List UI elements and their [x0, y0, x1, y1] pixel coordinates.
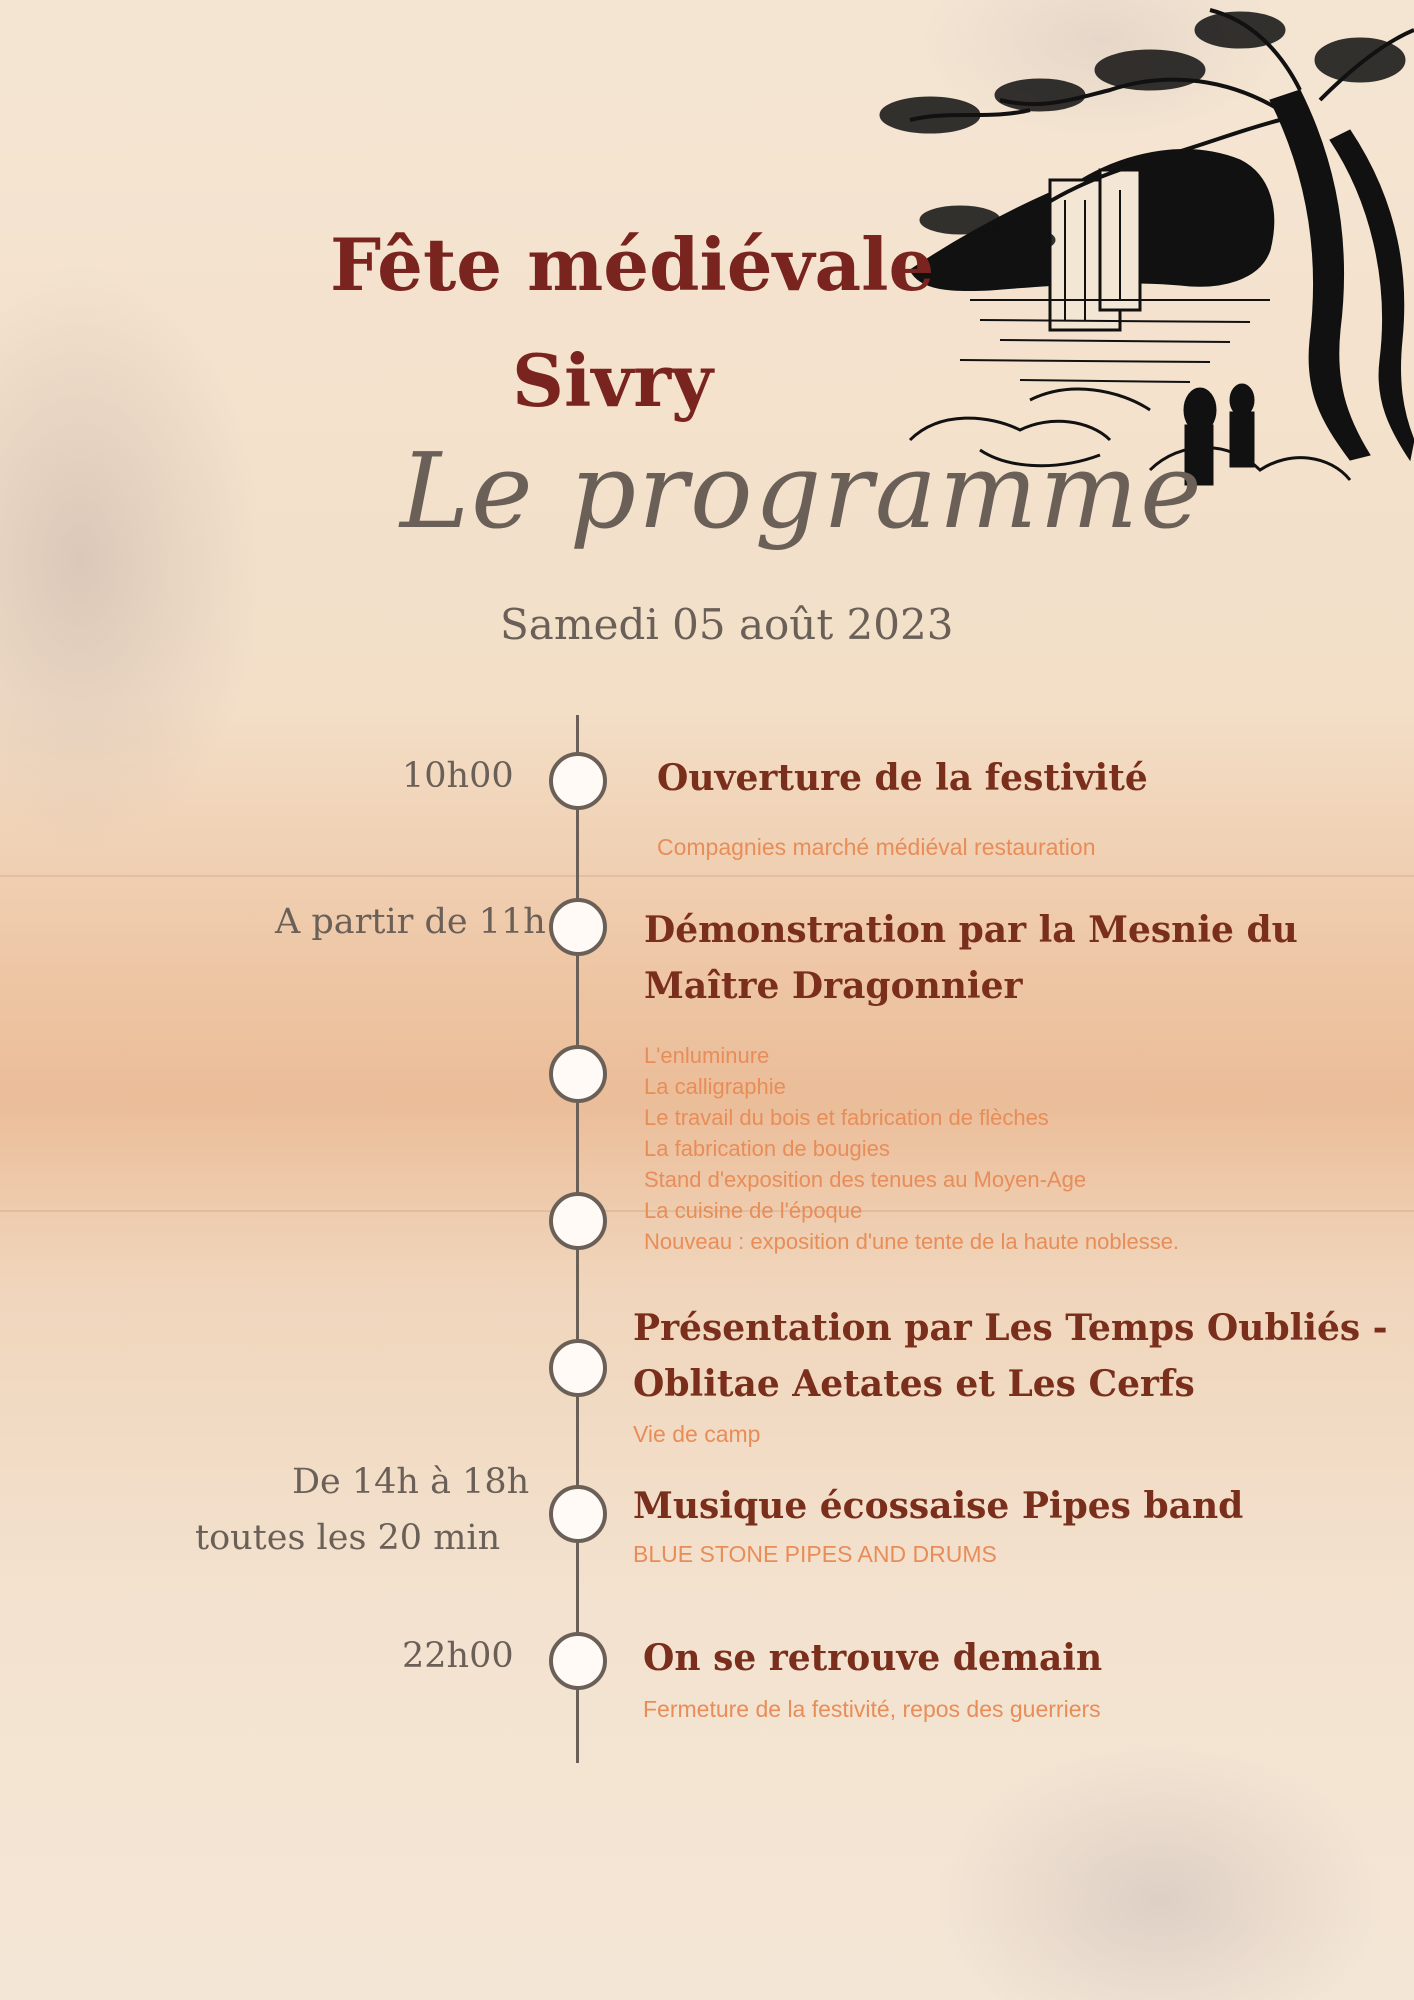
list-item: L'enluminure	[644, 1043, 770, 1068]
event-item-subtitle: Fermeture de la festivité, repos des guerriers	[643, 1696, 1101, 1722]
event-time: 22h00	[402, 1636, 514, 1676]
event-item-subtitle: Vie de camp	[633, 1421, 761, 1447]
event-date: Samedi 05 août 2023	[500, 600, 954, 649]
event-item-title: Démonstration par la Mesnie du	[644, 909, 1298, 951]
event-item-title: Présentation par Les Temps Oubliés -	[633, 1307, 1388, 1349]
list-item: La fabrication de bougies	[644, 1136, 890, 1161]
event-location: Sivry	[512, 338, 713, 423]
event-title: Fête médiévale	[330, 222, 935, 307]
list-item: Nouveau : exposition d'une tente de la haute noblesse.	[644, 1229, 1180, 1254]
event-time: A partir de 11h	[275, 902, 546, 942]
timeline-node	[549, 1192, 607, 1250]
event-item-title: On se retrouve demain	[643, 1637, 1103, 1679]
event-time: De 14h à 18h	[292, 1462, 530, 1502]
event-item-subtitle: Compagnies marché médiéval restauration	[657, 834, 1096, 860]
event-item-title: Oblitae Aetates et Les Cerfs	[633, 1363, 1195, 1405]
event-time: toutes les 20 min	[195, 1518, 501, 1558]
paper-fold	[0, 875, 1414, 877]
event-item-title: Ouverture de la festivité	[657, 757, 1148, 799]
timeline-node	[549, 1632, 607, 1690]
timeline-node	[549, 898, 607, 956]
list-item: La calligraphie	[644, 1074, 786, 1099]
list-item: Le travail du bois et fabrication de flèches	[644, 1105, 1049, 1130]
event-item-title: Maître Dragonnier	[644, 965, 1023, 1007]
program-heading: Le programme	[400, 430, 1204, 552]
activity-list	[644, 1040, 1179, 1257]
event-item-subtitle: BLUE STONE PIPES AND DRUMS	[633, 1541, 997, 1567]
event-item-title: Musique écossaise Pipes band	[633, 1485, 1244, 1527]
timeline-node	[549, 1485, 607, 1543]
event-time: 10h00	[402, 756, 514, 796]
timeline-node	[549, 1045, 607, 1103]
timeline-node	[549, 752, 607, 810]
timeline-node	[549, 1339, 607, 1397]
list-item: La cuisine de l'époque	[644, 1198, 863, 1223]
list-item: Stand d'exposition des tenues au Moyen-Age	[644, 1167, 1087, 1192]
